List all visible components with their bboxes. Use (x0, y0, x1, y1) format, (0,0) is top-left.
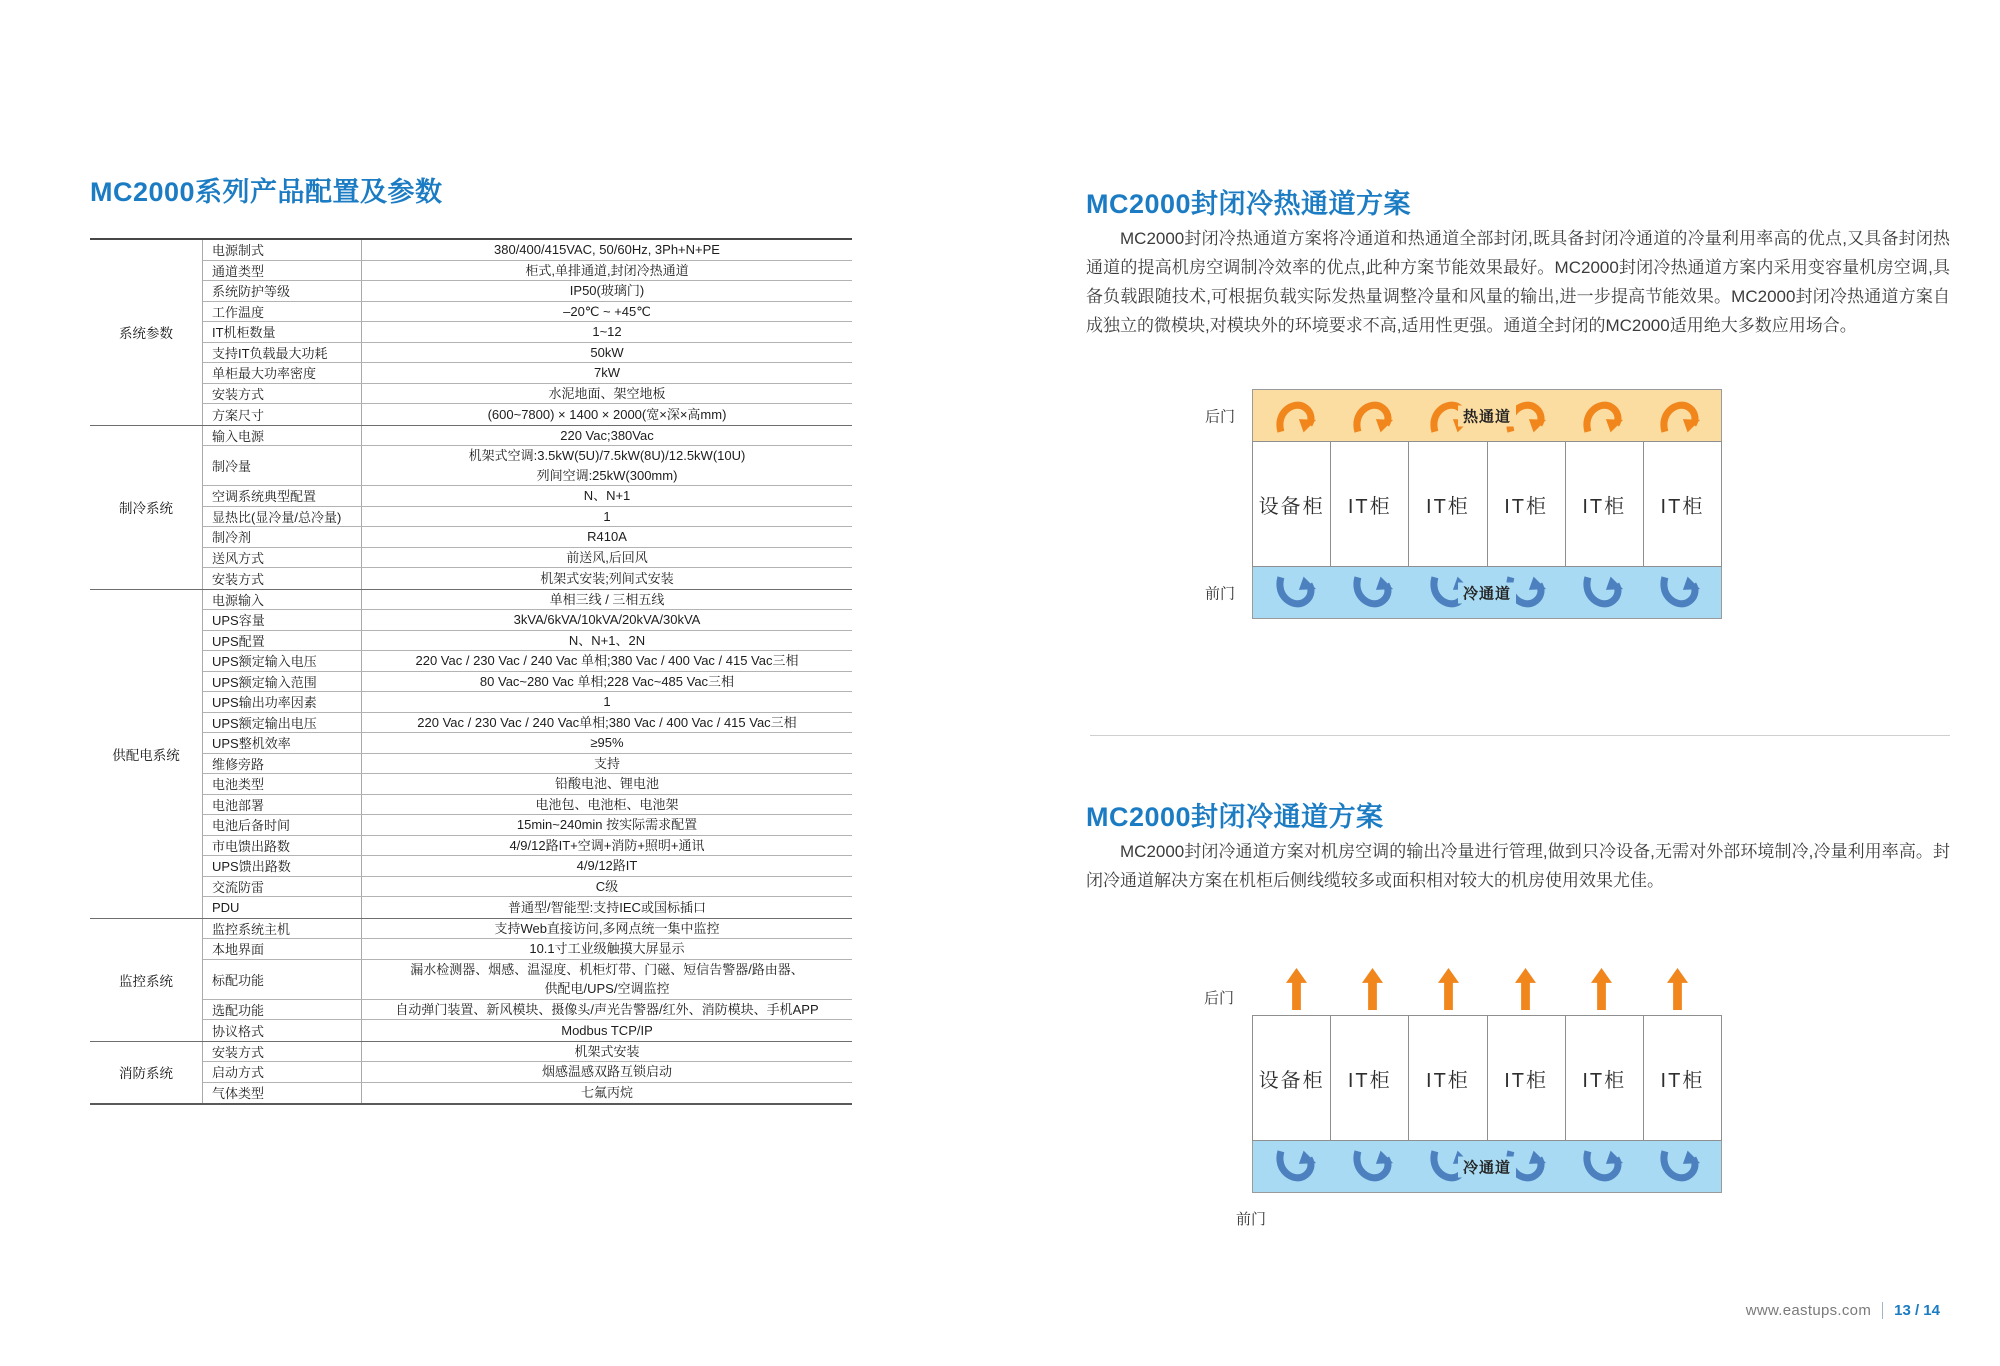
table-row (203, 774, 852, 795)
value-cell: 七氟丙烷 (361, 1083, 852, 1104)
table-row (203, 877, 852, 898)
table-row (203, 527, 852, 548)
page-footer (1746, 1302, 1940, 1319)
value-cell: 普通型/智能型:支持IEC或国标插口 (361, 897, 852, 918)
table-row (203, 568, 852, 589)
param-cell: 支持IT负载最大功耗 (212, 345, 328, 361)
param-cell: 监控系统主机 (212, 921, 291, 937)
cold-air-arrow-icon (1273, 1149, 1317, 1185)
exhaust-up-arrow-icon (1515, 966, 1536, 1012)
left-page-title: MC2000系列产品配置及参数 (90, 177, 443, 207)
cold-aisle-label: 冷通道 (1458, 582, 1516, 603)
cold-aisle-band (1204, 567, 1722, 619)
hot-air-arrow-icon (1580, 398, 1624, 434)
param-cell: 通道类型 (212, 263, 265, 279)
table-row (203, 631, 852, 652)
cold-aisle-label: 冷通道 (1458, 1156, 1516, 1177)
param-cell: 电源输入 (212, 592, 265, 608)
table-row (203, 281, 852, 302)
param-cell: 制冷剂 (212, 530, 252, 546)
table-row (203, 343, 852, 364)
param-cell: 标配功能 (212, 972, 265, 988)
hot-air-arrow-icon (1350, 398, 1394, 434)
table-row (203, 384, 852, 405)
table-row (203, 754, 852, 775)
value-cell: C级 (361, 877, 852, 897)
value-cell: 10.1寸工业级触摸大屏显示 (361, 939, 852, 959)
value-cell: 烟感温感双路互锁启动 (361, 1062, 852, 1082)
table-row (203, 960, 852, 1000)
table-row (203, 651, 852, 672)
hot-aisle-band (1204, 389, 1722, 441)
param-cell: 电池类型 (212, 777, 265, 793)
category-cell: 系统参数 (119, 326, 173, 342)
cold-air-arrow-icon (1350, 1149, 1394, 1185)
param-cell: 空调系统典型配置 (212, 489, 317, 505)
table-row (203, 363, 852, 384)
value-cell: –20℃ ~ +45℃ (361, 302, 852, 322)
table-row (203, 548, 852, 569)
value-cell: R410A (361, 527, 852, 547)
exhaust-up-arrow-icon (1667, 966, 1688, 1012)
value-cell: 220 Vac / 230 Vac / 240 Vac 单相;380 Vac / 400 Vac / 415 Vac三相 (361, 651, 852, 671)
table-row (203, 1062, 852, 1083)
value-cell: 380/400/415VAC, 50/60Hz, 3Ph+N+PE (361, 240, 852, 260)
hot-cold-aisle-diagram (1204, 389, 1722, 619)
hot-cold-aisle-paragraph: MC2000封闭冷热通道方案将冷通道和热通道全部封闭,既具备封闭冷通道的冷量利用率高的优点,又具备封闭热通道的提高机房空调制冷效率的优点,此种方案节能效果最好。MC2000封闭冷热通道方案内采用变容量机房空调,具备负载跟随技术,可根据负载实际发热量调整冷量和风量的输出,进一步提高节能效果。MC2000封闭冷热通道方案自成独立的微模块,对模块外的环境要求不高,适用性更强。通道全封闭的MC2000适用绝大多数应用场合。 (1086, 229, 1950, 335)
exhaust-up-arrow-icon (1591, 966, 1612, 1012)
value-cell: 50kW (361, 343, 852, 363)
cabinet-cell: IT柜 (1488, 1015, 1566, 1141)
cold-air-arrow-icon (1273, 575, 1317, 611)
table-row (203, 261, 852, 282)
table-row (203, 733, 852, 754)
table-row (203, 856, 852, 877)
table-row (203, 836, 852, 857)
website-url: www.eastups.com (1745, 1302, 1872, 1319)
cabinet-cell: IT柜 (1644, 441, 1722, 567)
table-section (90, 426, 852, 590)
value-cell: 机架式安装 (361, 1042, 852, 1062)
category-cell: 制冷系统 (119, 501, 173, 516)
value-cell: 7kW (361, 363, 852, 383)
value-cell: 1~12 (361, 322, 852, 342)
exhaust-up-arrow-icon (1286, 966, 1307, 1012)
section-rows (202, 240, 852, 425)
param-cell: UPS馈出路数 (212, 859, 291, 875)
cold-aisle-paragraph: MC2000封闭冷通道方案对机房空调的输出冷量进行管理,做到只冷设备,无需对外部环境制冷,冷量利用率高。封闭冷通道解决方案在机柜后侧线缆较多或面积相对较大的机房使用效果尤佳。 (1086, 842, 1950, 890)
value-cell: 支持 (361, 754, 852, 774)
value-cell: 4/9/12路IT+空调+消防+照明+通讯 (361, 836, 852, 856)
table-section (90, 1042, 852, 1104)
category-cell: 供配电系统 (112, 747, 180, 763)
cold-aisle-section-title: MC2000封闭冷通道方案 (1086, 802, 1384, 832)
cold-air-arrow-icon (1657, 575, 1701, 611)
table-row (203, 404, 852, 425)
table-section (90, 919, 852, 1042)
value-cell: 自动弹门装置、新风模块、摄像头/声光告警器/红外、消防模块、手机APP (361, 1000, 852, 1020)
table-row (203, 1020, 852, 1041)
value-cell: 4/9/12路IT (361, 856, 852, 876)
table-row (203, 672, 852, 693)
value-cell: 1 (361, 692, 852, 712)
table-row (203, 446, 852, 486)
value-cell: 80 Vac~280 Vac 单相;228 Vac~485 Vac三相 (361, 672, 852, 692)
value-cell: ≥95% (361, 733, 852, 753)
param-cell: 协议格式 (212, 1023, 265, 1039)
cabinet-cell: IT柜 (1331, 1015, 1409, 1141)
param-cell: UPS额定输入电压 (212, 654, 317, 670)
back-door-label: 后门 (1204, 408, 1235, 425)
param-cell: UPS额定输入范围 (212, 674, 317, 690)
param-cell: UPS整机效率 (212, 736, 291, 752)
cabinet-cell: IT柜 (1409, 1015, 1487, 1141)
table-row (203, 610, 852, 631)
table-row (203, 815, 852, 836)
section-rows (202, 1042, 852, 1104)
table-row (203, 590, 852, 611)
hot-aisle-label: 热通道 (1458, 405, 1516, 426)
cold-aisle-band (1252, 1141, 1722, 1193)
table-row (203, 795, 852, 816)
table-section (90, 240, 852, 426)
hot-cold-aisle-section-title: MC2000封闭冷热通道方案 (1086, 189, 1412, 219)
section-rows (202, 426, 852, 589)
back-door-label: 后门 (1203, 990, 1234, 1007)
param-cell: 维修旁路 (212, 756, 265, 772)
param-cell: 电源制式 (212, 243, 265, 259)
table-row (203, 897, 852, 918)
cold-air-arrow-icon (1350, 575, 1394, 611)
param-cell: 制冷量 (212, 459, 252, 474)
value-cell: 机架式安装;列间式安装 (361, 568, 852, 589)
value-cell: 1 (361, 507, 852, 527)
value-cell: 220 Vac / 230 Vac / 240 Vac单相;380 Vac / 400 Vac / 415 Vac三相 (361, 713, 852, 733)
cabinet-cell: IT柜 (1331, 441, 1409, 567)
param-cell: 安装方式 (212, 1044, 265, 1060)
value-cell: 机架式空调:3.5kW(5U)/7.5kW(8U)/12.5kW(10U) 列间空调:25kW(300mm) (361, 446, 852, 485)
param-cell: 方案尺寸 (212, 407, 265, 423)
value-cell: N、N+1 (361, 486, 852, 506)
table-row (203, 939, 852, 960)
exhaust-arrows (1203, 962, 1722, 1012)
value-cell: 15min~240min 按实际需求配置 (361, 815, 852, 835)
hot-air-arrow-icon (1273, 398, 1317, 434)
param-cell: 电池后备时间 (212, 818, 291, 834)
param-cell: 安装方式 (212, 571, 265, 587)
cabinet-cell: IT柜 (1409, 441, 1487, 567)
section-divider (1090, 735, 1950, 736)
table-row (203, 919, 852, 940)
table-row (203, 713, 852, 734)
table-row (203, 1000, 852, 1021)
cabinet-cell: IT柜 (1488, 441, 1566, 567)
value-cell: 220 Vac;380Vac (361, 426, 852, 446)
param-cell: 工作温度 (212, 304, 265, 320)
section-rows (202, 590, 852, 918)
cabinet-cell: 设备柜 (1252, 441, 1331, 567)
cold-air-arrow-icon (1580, 1149, 1624, 1185)
table-section (90, 590, 852, 919)
param-cell: 本地界面 (212, 942, 265, 958)
cabinet-cell: IT柜 (1566, 441, 1644, 567)
table-row (203, 507, 852, 528)
category-cell: 消防系统 (119, 1066, 173, 1082)
table-row (203, 692, 852, 713)
cold-aisle-diagram (1203, 962, 1722, 1229)
hot-air-arrow-icon (1657, 398, 1701, 434)
section-rows (202, 919, 852, 1041)
param-cell: UPS配置 (212, 633, 265, 649)
param-cell: 气体类型 (212, 1086, 265, 1102)
param-cell: UPS额定输出电压 (212, 715, 317, 731)
param-cell: 单柜最大功率密度 (212, 366, 317, 382)
cold-air-arrow-icon (1580, 575, 1624, 611)
cabinet-cell: 设备柜 (1252, 1015, 1331, 1141)
param-cell: 显热比(显冷量/总冷量) (212, 509, 342, 525)
cabinet-row (1252, 441, 1722, 567)
param-cell: 市电馈出路数 (212, 838, 291, 854)
front-door-label: 前门 (1204, 585, 1235, 602)
cabinet-cell: IT柜 (1566, 1015, 1644, 1141)
table-row (203, 486, 852, 507)
table-row (203, 426, 852, 447)
table-row (203, 302, 852, 323)
value-cell: Modbus TCP/IP (361, 1020, 852, 1041)
exhaust-up-arrow-icon (1438, 966, 1459, 1012)
category-cell: 监控系统 (119, 973, 173, 989)
front-door-label: 前门 (1236, 1211, 1267, 1228)
value-cell: N、N+1、2N (361, 631, 852, 651)
param-cell: 送风方式 (212, 550, 265, 566)
cabinet-cell: IT柜 (1644, 1015, 1722, 1141)
param-cell: UPS输出功率因素 (212, 695, 317, 711)
value-cell: 铅酸电池、锂电池 (361, 774, 852, 794)
cabinet-row (1252, 1015, 1722, 1141)
param-cell: 选配功能 (212, 1002, 265, 1018)
value-cell: 支持Web直接访问,多网点统一集中监控 (361, 919, 852, 939)
value-cell: 前送风,后回风 (361, 548, 852, 568)
param-cell: PDU (212, 899, 240, 915)
value-cell: 单相三线 / 三相五线 (361, 590, 852, 610)
value-cell: 柜式,单排通道,封闭冷热通道 (361, 261, 852, 281)
value-cell: (600~7800) × 1400 × 2000(宽×深×高mm) (361, 404, 852, 425)
param-cell: IT机柜数量 (212, 325, 276, 341)
value-cell: 电池包、电池柜、电池架 (361, 795, 852, 815)
param-cell: 启动方式 (212, 1065, 265, 1081)
value-cell: 3kVA/6kVA/10kVA/20kVA/30kVA (361, 610, 852, 630)
value-cell: IP50(玻璃门) (361, 281, 852, 301)
table-row (203, 322, 852, 343)
table-row (203, 1042, 852, 1063)
table-row (203, 1083, 852, 1104)
param-cell: UPS容量 (212, 613, 265, 629)
param-cell: 系统防护等级 (212, 284, 291, 300)
param-cell: 输入电源 (212, 428, 265, 444)
cold-air-arrow-icon (1657, 1149, 1701, 1185)
value-cell: 漏水检测器、烟感、温湿度、机柜灯带、门磁、短信告警器/路由器、 供配电/UPS/空调监控 (361, 960, 852, 999)
param-cell: 交流防雷 (212, 879, 265, 895)
table-row (203, 240, 852, 261)
spec-table (90, 238, 852, 1105)
value-cell: 水泥地面、架空地板 (361, 384, 852, 404)
exhaust-up-arrow-icon (1362, 966, 1383, 1012)
page-number: 13 / 14 (1894, 1302, 1940, 1319)
param-cell: 电池部署 (212, 797, 265, 813)
footer-separator (1882, 1302, 1883, 1319)
param-cell: 安装方式 (212, 386, 265, 402)
